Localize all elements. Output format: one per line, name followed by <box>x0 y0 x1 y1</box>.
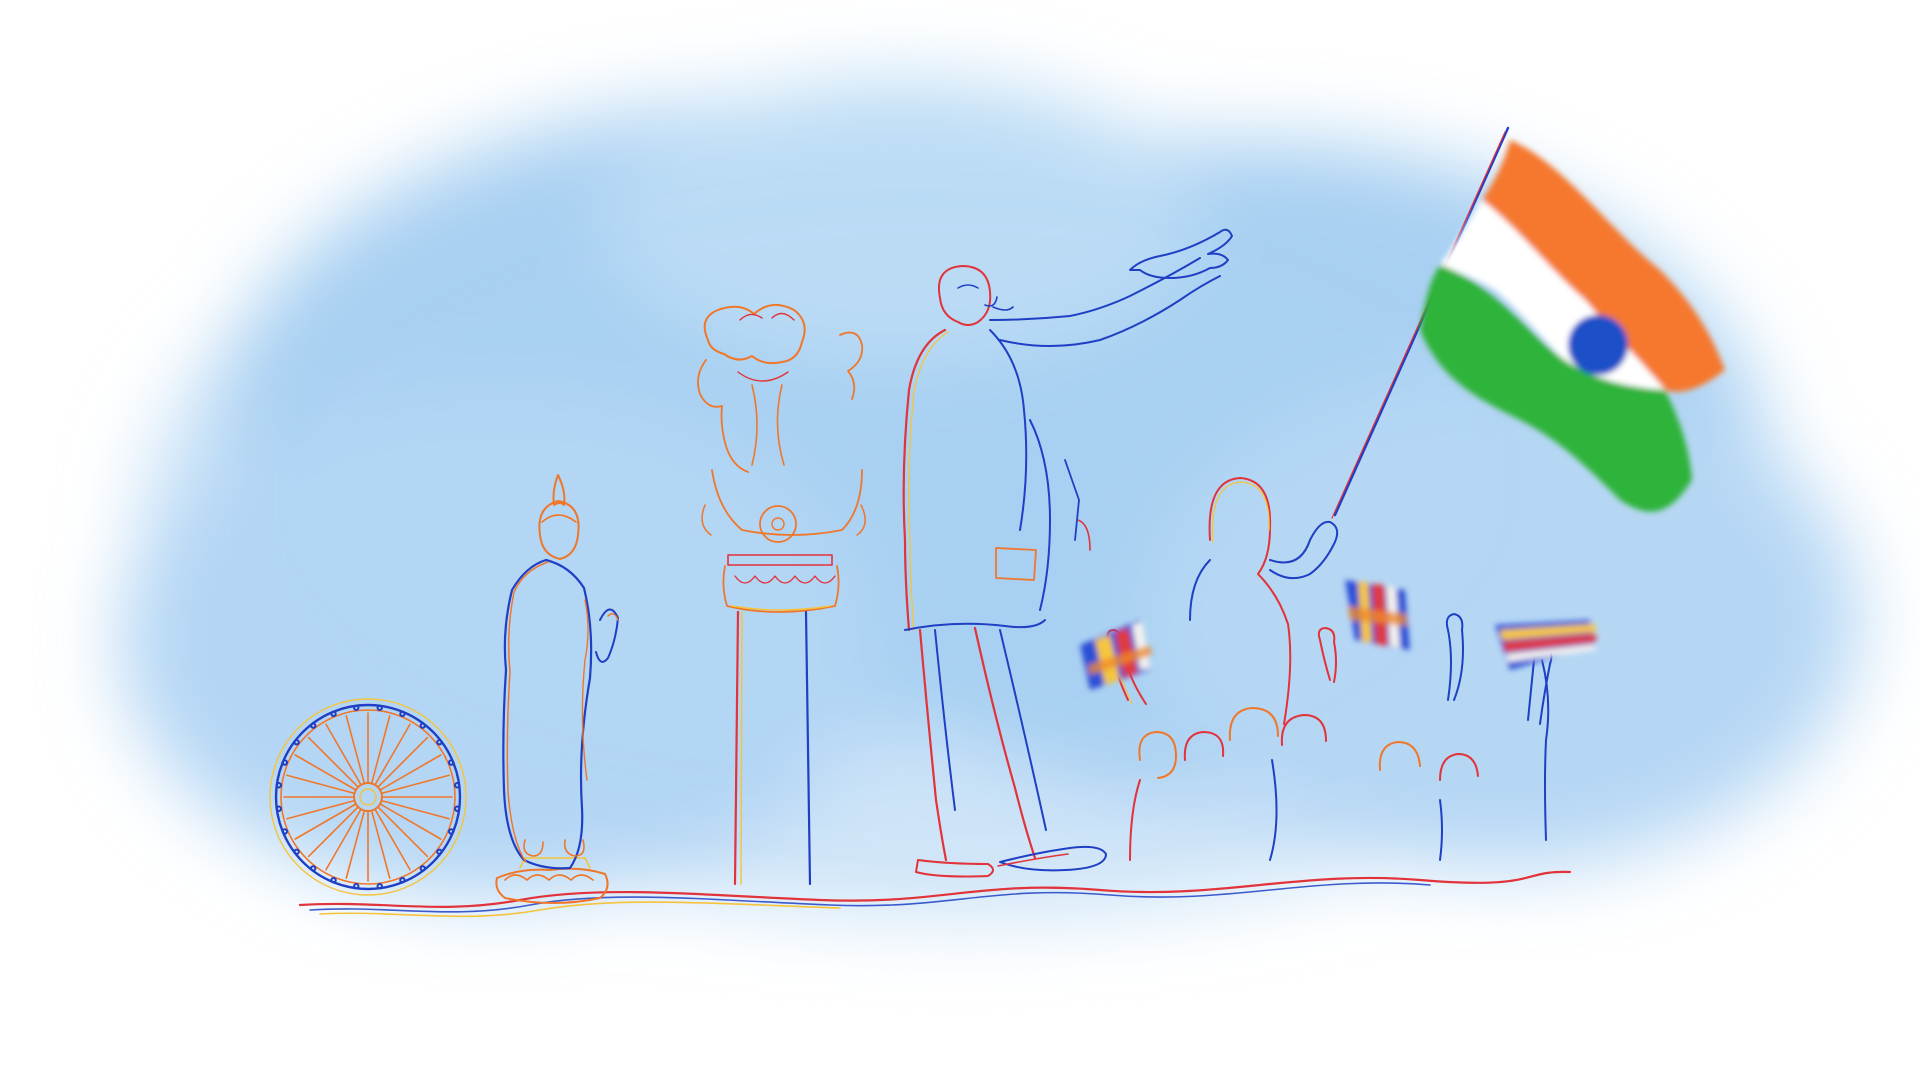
chakra-notch <box>354 884 358 888</box>
chakra-notch <box>311 866 315 870</box>
chakra-notch <box>331 878 335 882</box>
